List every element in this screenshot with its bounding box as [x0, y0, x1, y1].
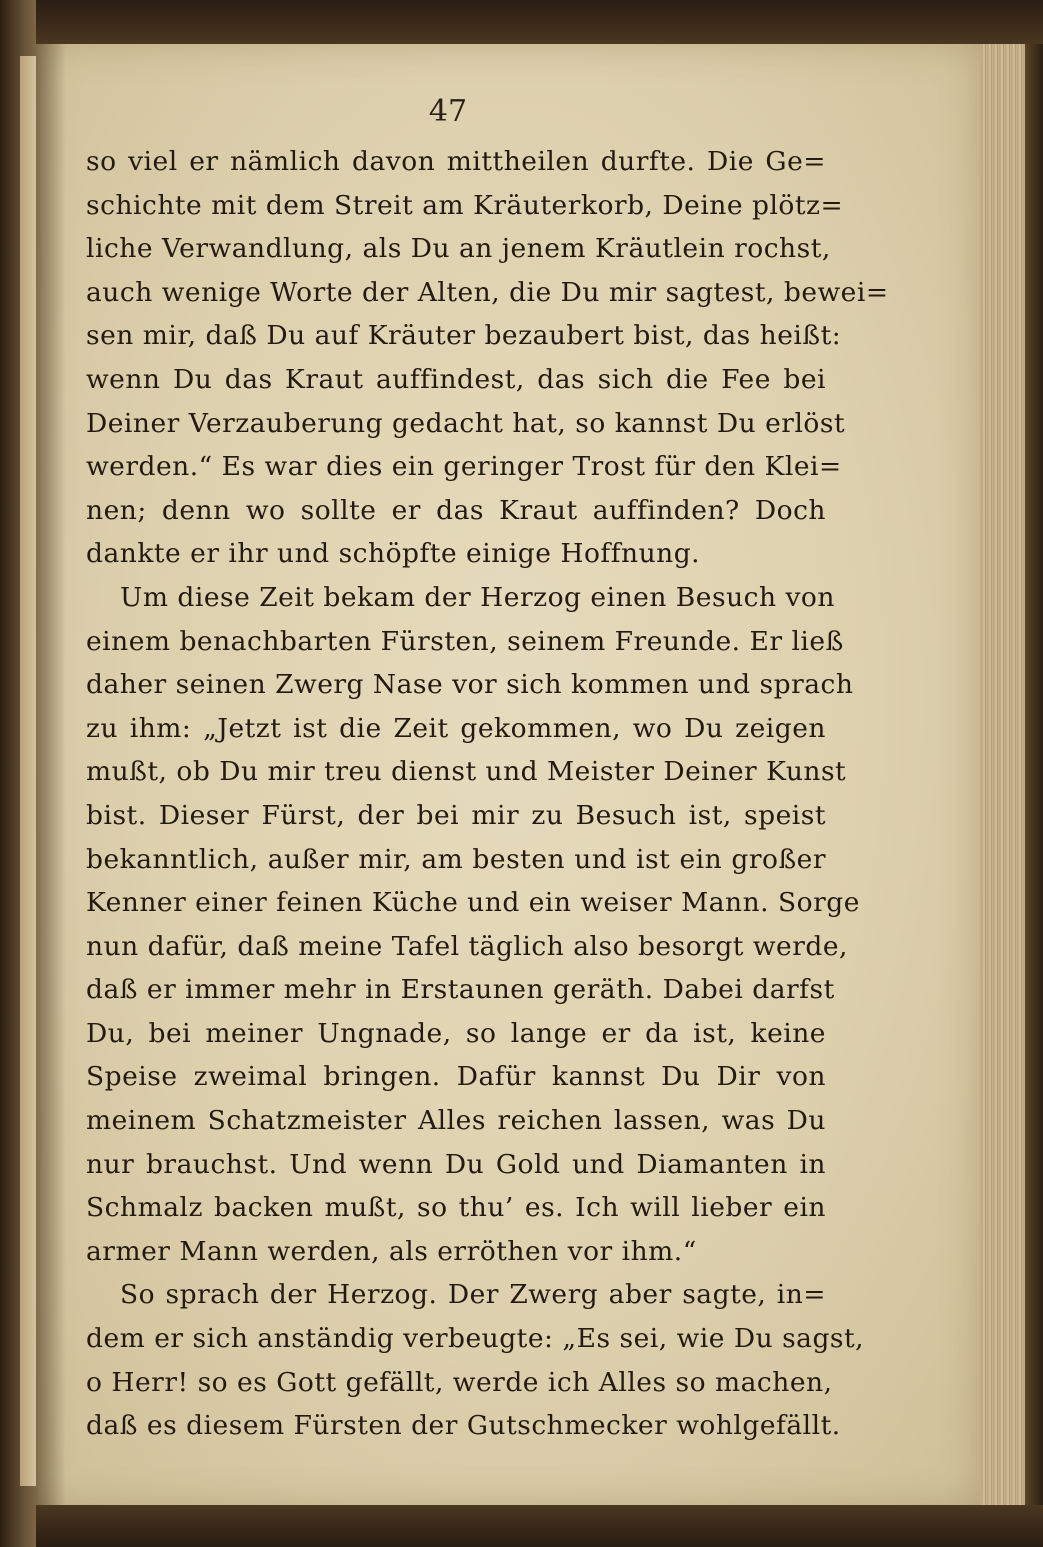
- text-line: o Herr! so es Gott gefällt, werde ich Alles so machen,: [86, 1366, 833, 1398]
- text-line: liche Verwandlung, als Du an jenem Kräutlein rochst,: [86, 233, 831, 265]
- text-line: sen mir, daß Du auf Kräuter bezaubert bist, das heißt:: [86, 320, 842, 352]
- paragraph-1: [86, 140, 889, 576]
- text-line: So sprach der Herzog. Der Zwerg aber sagte, in=: [120, 1279, 826, 1311]
- page-number: 47: [428, 94, 468, 129]
- text-line: Um diese Zeit bekam der Herzog einen Besuch von: [120, 581, 835, 613]
- top-shadow: [36, 0, 1043, 44]
- text-line: dem er sich anständig verbeugte: „Es sei, wie Du sagst,: [86, 1323, 865, 1355]
- text-line: zu ihm: „Jetzt ist die Zeit gekommen, wo Du zeigen: [86, 712, 826, 744]
- text-line: armer Mann werden, als erröthen vor ihm.“: [86, 1235, 697, 1267]
- text-line: bist. Dieser Fürst, der bei mir zu Besuch ist, speist: [86, 799, 826, 831]
- text-line: nun dafür, daß meine Tafel täglich also besorgt werde,: [86, 930, 848, 962]
- text-line: werden.“ Es war dies ein geringer Trost für den Klei=: [86, 451, 842, 483]
- text-line: daß es diesem Fürsten der Gutschmecker wohlgefällt.: [86, 1410, 841, 1442]
- text-line: meinem Schatzmeister Alles reichen lassen, was Du: [86, 1105, 826, 1137]
- text-line: Kenner einer feinen Küche und ein weiser Mann. Sorge: [86, 887, 860, 919]
- text-line: schichte mit dem Streit am Kräuterkorb, Deine plötz=: [86, 189, 844, 221]
- paragraph-2: [86, 576, 860, 1274]
- text-line: Du, bei meiner Ungnade, so lange er da ist, keine: [86, 1017, 826, 1049]
- text-line: nur brauchst. Und wenn Du Gold und Diamanten in: [86, 1148, 826, 1180]
- bottom-shadow: [36, 1505, 1043, 1547]
- text-line: Deiner Verzauberung gedacht hat, so kannst Du erlöst: [86, 407, 846, 439]
- text-line: wenn Du das Kraut auffindest, das sich die Fee bei: [86, 363, 826, 395]
- text-line: dankte er ihr und schöpfte einige Hoffnung.: [86, 538, 701, 570]
- page-gutter-shadow: [36, 40, 66, 1510]
- text-line: daß er immer mehr in Erstaunen geräth. Dabei darfst: [86, 974, 835, 1006]
- text-line: einem benachbarten Fürsten, seinem Freunde. Er ließ: [86, 625, 844, 657]
- text-line: mußt, ob Du mir treu dienst und Meister Deiner Kunst: [86, 756, 847, 788]
- text-line: bekanntlich, außer mir, am besten und ist ein großer: [86, 843, 826, 875]
- right-cover-edge: [1025, 20, 1043, 1540]
- body-text: [86, 140, 889, 1448]
- text-line: nen; denn wo sollte er das Kraut auffinden? Doch: [86, 494, 826, 526]
- text-line: so viel er nämlich davon mittheilen durfte. Die Ge=: [86, 146, 826, 177]
- text-line: Speise zweimal bringen. Dafür kannst Du Dir von: [86, 1061, 826, 1093]
- text-line: daher seinen Zwerg Nase vor sich kommen und sprach: [86, 669, 854, 701]
- paragraph-3: [86, 1273, 865, 1447]
- text-line: auch wenige Worte der Alten, die Du mir sagtest, bewei=: [86, 276, 889, 308]
- text-line: Schmalz backen mußt, so thu’ es. Ich will lieber ein: [86, 1192, 826, 1224]
